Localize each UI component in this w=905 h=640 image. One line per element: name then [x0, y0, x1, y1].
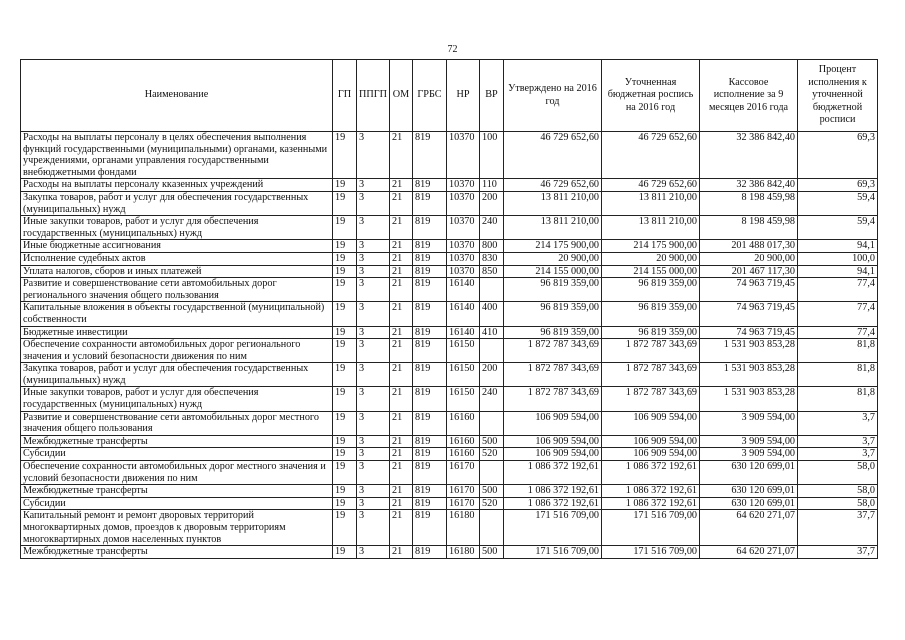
cell-om: 21 — [390, 132, 413, 179]
cell-percent: 81,8 — [798, 363, 878, 387]
table-row — [21, 435, 878, 448]
cell-percent: 58,0 — [798, 461, 878, 485]
table-row — [21, 191, 878, 215]
cell-ppgp: 3 — [357, 278, 390, 302]
cell-om: 21 — [390, 179, 413, 192]
cell-vr — [480, 339, 504, 363]
cell-ppgp: 3 — [357, 363, 390, 387]
cell-executed: 630 120 699,01 — [700, 461, 798, 485]
cell-nr: 16150 — [447, 339, 480, 363]
cell-vr: 520 — [480, 448, 504, 461]
table-row — [21, 132, 878, 179]
cell-executed: 201 488 017,30 — [700, 240, 798, 253]
cell-name: Обеспечение сохранности автомобильных дорог местного значения и условий безопасности движения по ним — [21, 461, 333, 485]
table-row — [21, 497, 878, 510]
cell-approved: 96 819 359,00 — [504, 278, 602, 302]
cell-approved: 106 909 594,00 — [504, 411, 602, 435]
cell-nr: 16160 — [447, 448, 480, 461]
cell-revised: 214 155 000,00 — [602, 265, 700, 278]
cell-grbs: 819 — [413, 132, 447, 179]
table-row — [21, 326, 878, 339]
cell-percent: 59,4 — [798, 191, 878, 215]
cell-revised: 214 175 900,00 — [602, 240, 700, 253]
cell-om: 21 — [390, 265, 413, 278]
cell-gp: 19 — [333, 302, 357, 326]
cell-executed: 64 620 271,07 — [700, 546, 798, 559]
cell-grbs: 819 — [413, 240, 447, 253]
cell-percent: 77,4 — [798, 278, 878, 302]
cell-name: Закупка товаров, работ и услуг для обеспечения государственных (муниципальных) нужд — [21, 363, 333, 387]
cell-om: 21 — [390, 448, 413, 461]
cell-vr: 800 — [480, 240, 504, 253]
cell-gp: 19 — [333, 363, 357, 387]
cell-approved: 214 155 000,00 — [504, 265, 602, 278]
table-header-row — [21, 60, 878, 132]
cell-revised: 1 086 372 192,61 — [602, 497, 700, 510]
header-vr: ВР — [480, 60, 504, 132]
cell-approved: 20 900,00 — [504, 252, 602, 265]
cell-gp: 19 — [333, 461, 357, 485]
cell-percent: 3,7 — [798, 435, 878, 448]
cell-revised: 96 819 359,00 — [602, 326, 700, 339]
cell-gp: 19 — [333, 265, 357, 278]
cell-gp: 19 — [333, 546, 357, 559]
cell-grbs: 819 — [413, 411, 447, 435]
cell-nr: 16180 — [447, 510, 480, 546]
cell-approved: 1 086 372 192,61 — [504, 497, 602, 510]
cell-ppgp: 3 — [357, 240, 390, 253]
cell-name: Закупка товаров, работ и услуг для обеспечения государственных (муниципальных) нужд — [21, 191, 333, 215]
cell-percent: 58,0 — [798, 485, 878, 498]
cell-revised: 13 811 210,00 — [602, 216, 700, 240]
cell-vr: 500 — [480, 546, 504, 559]
page-number: 72 — [447, 44, 458, 55]
cell-approved: 1 086 372 192,61 — [504, 485, 602, 498]
cell-ppgp: 3 — [357, 485, 390, 498]
cell-vr: 410 — [480, 326, 504, 339]
cell-name: Развитие и совершенствование сети автомобильных дорог регионального значения общего пользования — [21, 278, 333, 302]
cell-name: Межбюджетные трансферты — [21, 485, 333, 498]
cell-approved: 46 729 652,60 — [504, 179, 602, 192]
cell-gp: 19 — [333, 278, 357, 302]
cell-ppgp: 3 — [357, 302, 390, 326]
cell-ppgp: 3 — [357, 191, 390, 215]
cell-revised: 1 086 372 192,61 — [602, 485, 700, 498]
header-executed: Кассовое исполнение за 9 месяцев 2016 года — [700, 60, 798, 132]
cell-percent: 58,0 — [798, 497, 878, 510]
cell-revised: 171 516 709,00 — [602, 510, 700, 546]
cell-grbs: 819 — [413, 546, 447, 559]
cell-om: 21 — [390, 252, 413, 265]
cell-grbs: 819 — [413, 339, 447, 363]
cell-gp: 19 — [333, 240, 357, 253]
cell-gp: 19 — [333, 387, 357, 411]
header-ppgp: ППГП — [357, 60, 390, 132]
cell-executed: 74 963 719,45 — [700, 326, 798, 339]
cell-executed: 32 386 842,40 — [700, 132, 798, 179]
cell-vr: 100 — [480, 132, 504, 179]
cell-grbs: 819 — [413, 485, 447, 498]
cell-revised: 1 872 787 343,69 — [602, 363, 700, 387]
cell-grbs: 819 — [413, 191, 447, 215]
table-row — [21, 411, 878, 435]
cell-vr: 500 — [480, 485, 504, 498]
cell-nr: 10370 — [447, 216, 480, 240]
cell-approved: 214 175 900,00 — [504, 240, 602, 253]
cell-grbs: 819 — [413, 510, 447, 546]
cell-approved: 13 811 210,00 — [504, 191, 602, 215]
cell-nr: 16180 — [447, 546, 480, 559]
cell-vr: 200 — [480, 363, 504, 387]
cell-revised: 106 909 594,00 — [602, 411, 700, 435]
table-row — [21, 252, 878, 265]
cell-gp: 19 — [333, 448, 357, 461]
cell-grbs: 819 — [413, 326, 447, 339]
cell-executed: 1 531 903 853,28 — [700, 363, 798, 387]
cell-percent: 77,4 — [798, 302, 878, 326]
cell-ppgp: 3 — [357, 387, 390, 411]
cell-vr: 110 — [480, 179, 504, 192]
cell-approved: 96 819 359,00 — [504, 302, 602, 326]
cell-om: 21 — [390, 191, 413, 215]
cell-percent: 37,7 — [798, 510, 878, 546]
cell-executed: 8 198 459,98 — [700, 191, 798, 215]
cell-ppgp: 3 — [357, 448, 390, 461]
header-om: ОМ — [390, 60, 413, 132]
cell-executed: 630 120 699,01 — [700, 485, 798, 498]
cell-om: 21 — [390, 510, 413, 546]
cell-approved: 1 086 372 192,61 — [504, 461, 602, 485]
cell-name: Иные бюджетные ассигнования — [21, 240, 333, 253]
cell-grbs: 819 — [413, 363, 447, 387]
cell-approved: 1 872 787 343,69 — [504, 387, 602, 411]
table-row — [21, 448, 878, 461]
cell-vr: 500 — [480, 435, 504, 448]
cell-percent: 77,4 — [798, 326, 878, 339]
cell-nr: 10370 — [447, 132, 480, 179]
cell-executed: 74 963 719,45 — [700, 302, 798, 326]
cell-vr: 400 — [480, 302, 504, 326]
cell-om: 21 — [390, 278, 413, 302]
cell-nr: 16140 — [447, 278, 480, 302]
cell-name: Иные закупки товаров, работ и услуг для обеспечения государственных (муниципальных) нужд — [21, 387, 333, 411]
cell-nr: 10370 — [447, 252, 480, 265]
cell-ppgp: 3 — [357, 546, 390, 559]
cell-nr: 16160 — [447, 435, 480, 448]
cell-ppgp: 3 — [357, 461, 390, 485]
cell-percent: 81,8 — [798, 387, 878, 411]
cell-name: Капитальные вложения в объекты государственной (муниципальной) собственности — [21, 302, 333, 326]
cell-name: Расходы на выплаты персоналу в целях обеспечения выполнения функций государственными (муниципальными) органами, казенными учреждениями, органами управления государственными внебюджетными фондами — [21, 132, 333, 179]
table-row — [21, 510, 878, 546]
cell-nr: 10370 — [447, 191, 480, 215]
table-row — [21, 240, 878, 253]
cell-vr — [480, 411, 504, 435]
cell-revised: 46 729 652,60 — [602, 132, 700, 179]
cell-ppgp: 3 — [357, 510, 390, 546]
cell-nr: 16170 — [447, 497, 480, 510]
cell-om: 21 — [390, 461, 413, 485]
cell-ppgp: 3 — [357, 179, 390, 192]
cell-gp: 19 — [333, 411, 357, 435]
cell-vr — [480, 461, 504, 485]
cell-revised: 106 909 594,00 — [602, 448, 700, 461]
cell-name: Развитие и совершенствование сети автомобильных дорог местного значения общего пользования — [21, 411, 333, 435]
cell-nr: 16140 — [447, 326, 480, 339]
cell-vr: 240 — [480, 216, 504, 240]
cell-grbs: 819 — [413, 448, 447, 461]
cell-executed: 630 120 699,01 — [700, 497, 798, 510]
header-gp: ГП — [333, 60, 357, 132]
cell-gp: 19 — [333, 485, 357, 498]
cell-vr — [480, 510, 504, 546]
cell-grbs: 819 — [413, 179, 447, 192]
table-row — [21, 278, 878, 302]
cell-om: 21 — [390, 240, 413, 253]
cell-ppgp: 3 — [357, 132, 390, 179]
cell-nr: 10370 — [447, 179, 480, 192]
cell-nr: 16170 — [447, 485, 480, 498]
cell-gp: 19 — [333, 510, 357, 546]
cell-percent: 59,4 — [798, 216, 878, 240]
cell-percent: 3,7 — [798, 411, 878, 435]
table-row — [21, 461, 878, 485]
cell-vr: 200 — [480, 191, 504, 215]
cell-nr: 16170 — [447, 461, 480, 485]
cell-revised: 46 729 652,60 — [602, 179, 700, 192]
cell-grbs: 819 — [413, 216, 447, 240]
cell-nr: 16140 — [447, 302, 480, 326]
header-grbs: ГРБС — [413, 60, 447, 132]
cell-om: 21 — [390, 411, 413, 435]
cell-name: Иные закупки товаров, работ и услуг для обеспечения государственных (муниципальных) нужд — [21, 216, 333, 240]
cell-percent: 69,3 — [798, 179, 878, 192]
header-approved: Утверждено на 2016 год — [504, 60, 602, 132]
cell-om: 21 — [390, 497, 413, 510]
cell-name: Капитальный ремонт и ремонт дворовых территорий многоквартирных домов, проездов к дворовым территориям многоквартирных домов населенных пунктов — [21, 510, 333, 546]
cell-executed: 64 620 271,07 — [700, 510, 798, 546]
cell-gp: 19 — [333, 435, 357, 448]
cell-grbs: 819 — [413, 387, 447, 411]
cell-executed: 1 531 903 853,28 — [700, 339, 798, 363]
cell-gp: 19 — [333, 179, 357, 192]
cell-percent: 69,3 — [798, 132, 878, 179]
cell-om: 21 — [390, 302, 413, 326]
cell-ppgp: 3 — [357, 497, 390, 510]
cell-approved: 171 516 709,00 — [504, 510, 602, 546]
cell-nr: 10370 — [447, 240, 480, 253]
table-row — [21, 387, 878, 411]
budget-table — [20, 59, 878, 559]
cell-gp: 19 — [333, 326, 357, 339]
cell-ppgp: 3 — [357, 411, 390, 435]
cell-nr: 16160 — [447, 411, 480, 435]
cell-revised: 96 819 359,00 — [602, 302, 700, 326]
cell-revised: 1 086 372 192,61 — [602, 461, 700, 485]
cell-approved: 106 909 594,00 — [504, 435, 602, 448]
header-percent: Процент исполнения к уточненной бюджетной росписи — [798, 60, 878, 132]
cell-percent: 94,1 — [798, 265, 878, 278]
cell-name: Расходы на выплаты персоналу ккaзенных учреждений — [21, 179, 333, 192]
cell-revised: 20 900,00 — [602, 252, 700, 265]
cell-om: 21 — [390, 216, 413, 240]
table-row — [21, 339, 878, 363]
cell-approved: 46 729 652,60 — [504, 132, 602, 179]
cell-grbs: 819 — [413, 265, 447, 278]
cell-name: Бюджетные инвестиции — [21, 326, 333, 339]
cell-executed: 3 909 594,00 — [700, 448, 798, 461]
cell-vr — [480, 278, 504, 302]
cell-vr: 240 — [480, 387, 504, 411]
cell-gp: 19 — [333, 339, 357, 363]
table-row — [21, 363, 878, 387]
cell-om: 21 — [390, 387, 413, 411]
cell-vr: 850 — [480, 265, 504, 278]
cell-revised: 106 909 594,00 — [602, 435, 700, 448]
cell-approved: 1 872 787 343,69 — [504, 363, 602, 387]
cell-nr: 10370 — [447, 265, 480, 278]
cell-om: 21 — [390, 435, 413, 448]
cell-executed: 3 909 594,00 — [700, 435, 798, 448]
cell-ppgp: 3 — [357, 326, 390, 339]
cell-gp: 19 — [333, 191, 357, 215]
table-row — [21, 179, 878, 192]
cell-percent: 3,7 — [798, 448, 878, 461]
cell-vr: 830 — [480, 252, 504, 265]
cell-gp: 19 — [333, 216, 357, 240]
cell-gp: 19 — [333, 132, 357, 179]
table-row — [21, 485, 878, 498]
cell-name: Обеспечение сохранности автомобильных дорог регионального значения и условий безопасности движения по ним — [21, 339, 333, 363]
cell-percent: 100,0 — [798, 252, 878, 265]
cell-ppgp: 3 — [357, 339, 390, 363]
cell-executed: 74 963 719,45 — [700, 278, 798, 302]
cell-revised: 171 516 709,00 — [602, 546, 700, 559]
table-row — [21, 216, 878, 240]
header-name: Наименование — [21, 60, 333, 132]
cell-grbs: 819 — [413, 497, 447, 510]
cell-approved: 171 516 709,00 — [504, 546, 602, 559]
header-nr: НР — [447, 60, 480, 132]
table-row — [21, 546, 878, 559]
cell-ppgp: 3 — [357, 435, 390, 448]
cell-vr: 520 — [480, 497, 504, 510]
cell-revised: 96 819 359,00 — [602, 278, 700, 302]
cell-ppgp: 3 — [357, 252, 390, 265]
cell-approved: 13 811 210,00 — [504, 216, 602, 240]
cell-name: Межбюджетные трансферты — [21, 435, 333, 448]
cell-om: 21 — [390, 363, 413, 387]
cell-percent: 94,1 — [798, 240, 878, 253]
cell-om: 21 — [390, 326, 413, 339]
cell-om: 21 — [390, 339, 413, 363]
cell-executed: 20 900,00 — [700, 252, 798, 265]
cell-name: Субсидии — [21, 497, 333, 510]
cell-executed: 201 467 117,30 — [700, 265, 798, 278]
cell-ppgp: 3 — [357, 216, 390, 240]
cell-grbs: 819 — [413, 278, 447, 302]
cell-revised: 1 872 787 343,69 — [602, 339, 700, 363]
cell-executed: 32 386 842,40 — [700, 179, 798, 192]
cell-grbs: 819 — [413, 252, 447, 265]
cell-gp: 19 — [333, 252, 357, 265]
cell-executed: 1 531 903 853,28 — [700, 387, 798, 411]
cell-name: Межбюджетные трансферты — [21, 546, 333, 559]
cell-percent: 81,8 — [798, 339, 878, 363]
cell-approved: 96 819 359,00 — [504, 326, 602, 339]
cell-grbs: 819 — [413, 302, 447, 326]
table-row — [21, 302, 878, 326]
cell-om: 21 — [390, 546, 413, 559]
cell-name: Исполнение судебных актов — [21, 252, 333, 265]
cell-ppgp: 3 — [357, 265, 390, 278]
table-row — [21, 265, 878, 278]
cell-grbs: 819 — [413, 461, 447, 485]
cell-name: Уплата налогов, сборов и иных платежей — [21, 265, 333, 278]
cell-percent: 37,7 — [798, 546, 878, 559]
cell-executed: 8 198 459,98 — [700, 216, 798, 240]
cell-grbs: 819 — [413, 435, 447, 448]
cell-nr: 16150 — [447, 363, 480, 387]
cell-approved: 106 909 594,00 — [504, 448, 602, 461]
header-revised: Уточненная бюджетная роспись на 2016 год — [602, 60, 700, 132]
cell-approved: 1 872 787 343,69 — [504, 339, 602, 363]
cell-gp: 19 — [333, 497, 357, 510]
cell-nr: 16150 — [447, 387, 480, 411]
cell-name: Субсидии — [21, 448, 333, 461]
cell-revised: 13 811 210,00 — [602, 191, 700, 215]
cell-executed: 3 909 594,00 — [700, 411, 798, 435]
cell-revised: 1 872 787 343,69 — [602, 387, 700, 411]
cell-om: 21 — [390, 485, 413, 498]
